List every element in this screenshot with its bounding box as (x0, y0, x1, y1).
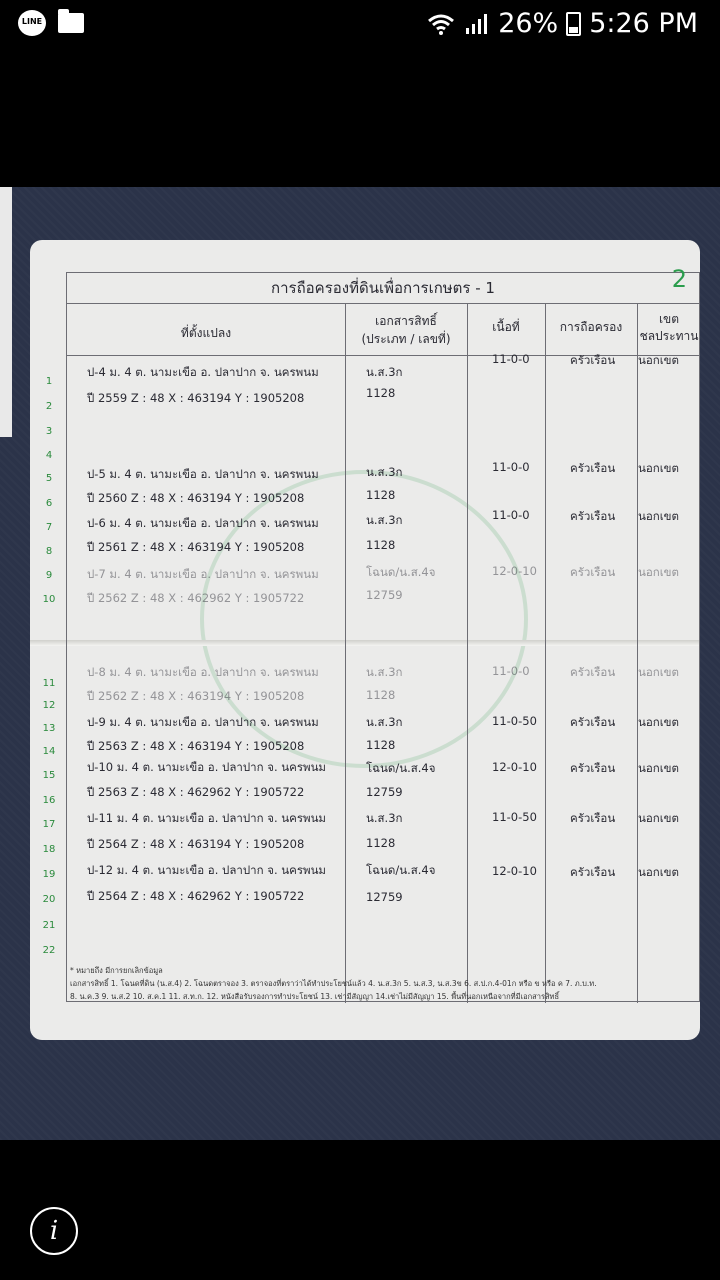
entry-location: ป-12 ม. 4 ต. นามะเขือ อ. ปลาปาก จ. นครพนม (87, 863, 327, 877)
entry-doc-type: โฉนด/น.ส.4จ (366, 863, 436, 877)
row-number: 4 (45, 450, 53, 461)
entry-area: 12-0-10 (492, 864, 537, 878)
entry-zone: นอกเขต (638, 461, 679, 475)
entry-area: 12-0-10 (492, 564, 537, 578)
row-number: 22 (42, 945, 56, 956)
entry-holding: ครัวเรือน (570, 865, 616, 879)
info-button[interactable]: i (30, 1207, 78, 1255)
entry-doc-number: 1128 (366, 738, 396, 752)
entry-zone: นอกเขต (638, 353, 679, 367)
entry-coords: ปี 2561 Z : 48 X : 463194 Y : 1905208 (87, 540, 305, 554)
status-bar (0, 0, 720, 50)
row-number: 8 (45, 546, 53, 557)
entry-location: ป-10 ม. 4 ต. นามะเขือ อ. ปลาปาก จ. นครพนม (87, 760, 327, 774)
entry-holding: ครัวเรือน (570, 353, 616, 367)
document-notes (70, 964, 680, 1003)
entry-doc-number: 12759 (366, 890, 403, 904)
entry-area: 11-0-50 (492, 810, 537, 824)
row-number: 10 (42, 594, 56, 605)
entry-zone: นอกเขต (638, 509, 679, 523)
note-cancel: * หมายถึง มีการยกเลิกข้อมูล (70, 966, 163, 975)
entry-coords: ปี 2563 Z : 48 X : 463194 Y : 1905208 (87, 739, 305, 753)
entry-location: ป-4 ม. 4 ต. นามะเขือ อ. ปลาปาก จ. นครพนม (87, 365, 319, 379)
entry-coords: ปี 2562 Z : 48 X : 463194 Y : 1905208 (87, 689, 305, 703)
wifi-icon (426, 12, 456, 36)
row-number: 21 (42, 920, 56, 931)
line-icon (18, 10, 46, 36)
entry-location: ป-5 ม. 4 ต. นามะเขือ อ. ปลาปาก จ. นครพนม (87, 467, 319, 481)
entry-doc-type: น.ส.3ก (366, 715, 403, 729)
entry-area: 11-0-0 (492, 664, 530, 678)
row-number: 6 (45, 498, 53, 509)
entry-coords: ปี 2562 Z : 48 X : 462962 Y : 1905722 (87, 591, 305, 605)
entry-location: ป-9 ม. 4 ต. นามะเขือ อ. ปลาปาก จ. นครพนม (87, 715, 319, 729)
row-number: 11 (42, 678, 56, 689)
row-number: 20 (42, 894, 56, 905)
entry-area: 12-0-10 (492, 760, 537, 774)
entry-doc-type: น.ส.3ก (366, 811, 403, 825)
divider (545, 303, 546, 1003)
entry-location: ป-7 ม. 4 ต. นามะเขือ อ. ปลาปาก จ. นครพนม (87, 567, 319, 581)
entry-holding: ครัวเรือน (570, 761, 616, 775)
entry-holding: ครัวเรือน (570, 461, 616, 475)
line-label: LINE (21, 17, 43, 26)
entry-area: 11-0-50 (492, 714, 537, 728)
entry-location: ป-8 ม. 4 ต. นามะเขือ อ. ปลาปาก จ. นครพนม (87, 665, 319, 679)
entry-coords: ปี 2563 Z : 48 X : 462962 Y : 1905722 (87, 785, 305, 799)
header-doc: เอกสารสิทธิ์ (375, 314, 437, 328)
entry-doc-type: น.ส.3ก (366, 513, 403, 527)
divider (345, 303, 346, 1003)
row-number: 19 (42, 869, 56, 880)
entry-area: 11-0-0 (492, 352, 530, 366)
header-doc-sub: (ประเภท / เลขที่) (361, 332, 451, 346)
divider (637, 303, 638, 1003)
row-number: 17 (42, 819, 56, 830)
entry-location: ป-6 ม. 4 ต. นามะเขือ อ. ปลาปาก จ. นครพนม (87, 516, 319, 530)
entry-doc-number: 1128 (366, 688, 396, 702)
side-panel-edge (0, 187, 12, 437)
entry-holding: ครัวเรือน (570, 565, 616, 579)
entry-doc-number: 1128 (366, 836, 396, 850)
row-number: 5 (45, 473, 53, 484)
signal-icon (464, 12, 490, 36)
note-doc-types: เอกสารสิทธิ์ 1. โฉนดที่ดิน (น.ส.4) 2. โฉนดตราจอง 3. ตราจองที่ตราว่าได้ทำประโยชน์แล้ว 4. น.ส.3ก 5. น.ส.3, น.ส.3ข 6. ส.ป.ก.4-01ก หรือ ข หรือ ค 7. ภ.บ.ท. (70, 979, 597, 988)
row-number: 1 (45, 376, 53, 387)
note-doc-types-cont: 8. น.ค.3 9. น.ส.2 10. ส.ค.1 11. ส.ท.ก. 12. หนังสือรับรองการทำประโยชน์ 13. เช่ามีสัญญา 14.เช่าไม่มีสัญญา 15. พื้นที่นอกเหนือจากที่มีเอกสารสิทธิ์ (70, 992, 560, 1001)
entry-doc-number: 1128 (366, 538, 396, 552)
battery-percent: 26% (498, 8, 559, 39)
entry-coords: ปี 2560 Z : 48 X : 463194 Y : 1905208 (87, 491, 305, 505)
clock: 5:26 PM (589, 8, 698, 39)
entry-area: 11-0-0 (492, 508, 530, 522)
entry-holding: ครัวเรือน (570, 811, 616, 825)
entry-doc-number: 1128 (366, 386, 396, 400)
entry-coords: ปี 2559 Z : 48 X : 463194 Y : 1905208 (87, 391, 305, 405)
page-number: 2 (671, 265, 687, 293)
entry-zone: นอกเขต (638, 811, 679, 825)
entry-doc-number: 12759 (366, 588, 403, 602)
row-number: 18 (42, 844, 56, 855)
entry-holding: ครัวเรือน (570, 509, 616, 523)
entry-doc-type: น.ส.3ก (366, 465, 403, 479)
header-area: เนื้อที่ (492, 320, 520, 334)
entry-zone: นอกเขต (638, 665, 679, 679)
entry-holding: ครัวเรือน (570, 665, 616, 679)
entry-doc-type: น.ส.3ก (366, 365, 403, 379)
row-number: 2 (45, 401, 53, 412)
entry-zone: นอกเขต (638, 761, 679, 775)
row-number: 12 (42, 700, 56, 711)
entry-zone: นอกเขต (638, 565, 679, 579)
entry-area: 11-0-0 (492, 460, 530, 474)
entry-holding: ครัวเรือน (570, 715, 616, 729)
entry-doc-type: โฉนด/น.ส.4จ (366, 565, 436, 579)
entry-coords: ปี 2564 Z : 48 X : 463194 Y : 1905208 (87, 837, 305, 851)
entry-zone: นอกเขต (638, 715, 679, 729)
entry-doc-number: 12759 (366, 785, 403, 799)
entry-location: ป-11 ม. 4 ต. นามะเขือ อ. ปลาปาก จ. นครพนม (87, 811, 327, 825)
row-number: 9 (45, 570, 53, 581)
entry-doc-type: น.ส.3ก (366, 665, 403, 679)
divider (467, 303, 468, 1003)
row-number: 7 (45, 522, 53, 533)
row-number: 13 (42, 723, 56, 734)
row-number: 3 (45, 426, 53, 437)
entry-doc-type: โฉนด/น.ส.4จ (366, 761, 436, 775)
row-number: 15 (42, 770, 56, 781)
row-number: 16 (42, 795, 56, 806)
entry-doc-number: 1128 (366, 488, 396, 502)
entry-coords: ปี 2564 Z : 48 X : 462962 Y : 1905722 (87, 889, 305, 903)
table-title: การถือครองที่ดินเพื่อการเกษตร - 1 (271, 279, 495, 297)
header-zone: เขต (658, 312, 680, 326)
header-location: ที่ตั้งแปลง (180, 326, 232, 340)
document-photo[interactable] (30, 240, 700, 1040)
header-zone-sub: ชลประทาน (639, 329, 699, 343)
header-holding: การถือครอง (559, 320, 623, 334)
folder-icon (58, 13, 84, 33)
entry-zone: นอกเขต (638, 865, 679, 879)
battery-icon (566, 12, 581, 36)
row-number: 14 (42, 746, 56, 757)
divider (67, 303, 699, 304)
